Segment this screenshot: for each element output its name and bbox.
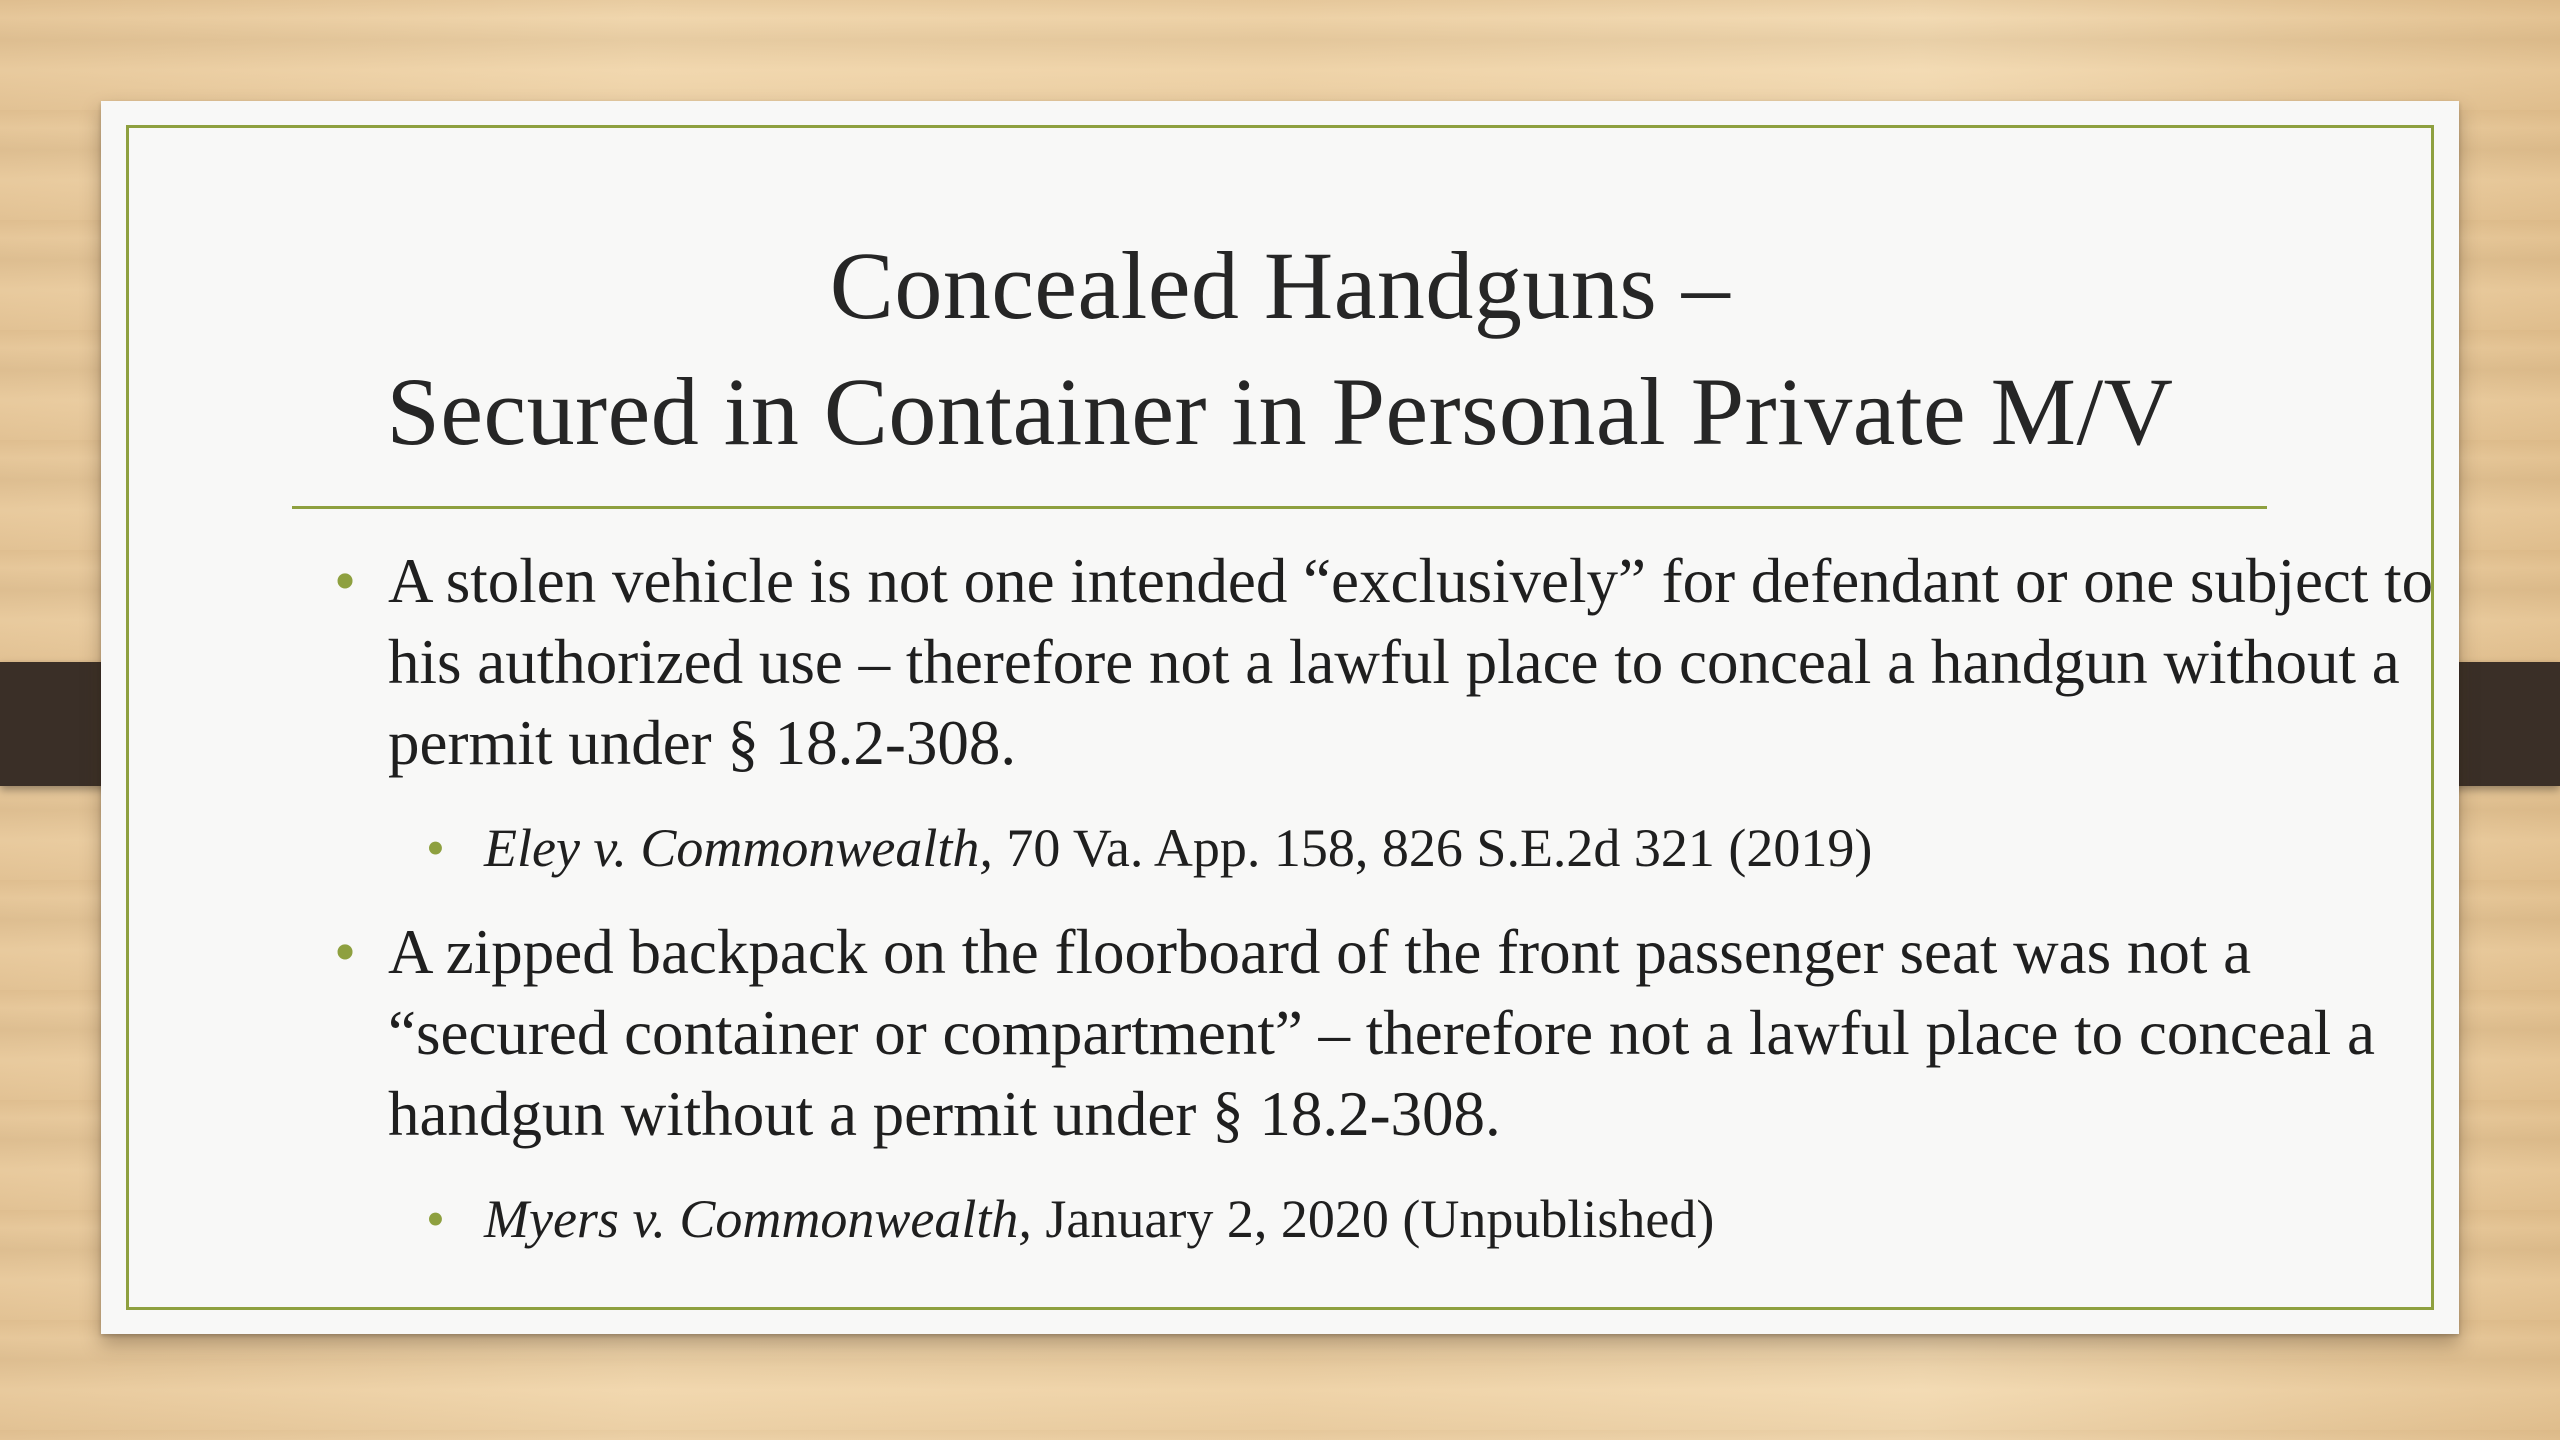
slide [101,101,2459,1334]
bullet-text-2: A zipped backpack on the floorboard of the front passenger seat was not a “secured container or compartment” – therefore not a lawful place to conceal a handgun without a permit under § 18.2-308. [388,917,2375,1149]
sub-bullet-item-2 [286,1183,2486,1255]
title-line-2: Secured in Container in Personal Private M/V [386,358,2174,465]
slide-body [286,541,2486,1283]
bullet-item-1 [286,541,2486,784]
sub-bullet-item-1 [286,812,2486,884]
sub-bullet-dot: • [426,1189,445,1249]
title-divider [292,506,2267,509]
sub-bullet-dot: • [426,818,445,878]
bullet-dot: • [334,546,357,616]
bullet-text-1: A stolen vehicle is not one intended “exclusively” for defendant or one subject to his authorized use – therefore not a lawful place to conceal a handgun without a permit under § 18.2-308. [388,546,2434,778]
case-citation-2: January 2, 2020 (Unpublished) [1031,1189,1715,1249]
case-citation-1: 70 Va. App. 158, 826 S.E.2d 321 (2019) [992,818,1873,878]
bullet-dot: • [334,917,357,987]
case-name-1: Eley v. Commonwealth, [484,818,993,878]
case-name-2: Myers v. Commonwealth, [484,1189,1032,1249]
slide-title [101,223,2459,475]
title-line-1: Concealed Handguns – [829,232,1731,339]
bullet-item-2 [286,912,2486,1155]
